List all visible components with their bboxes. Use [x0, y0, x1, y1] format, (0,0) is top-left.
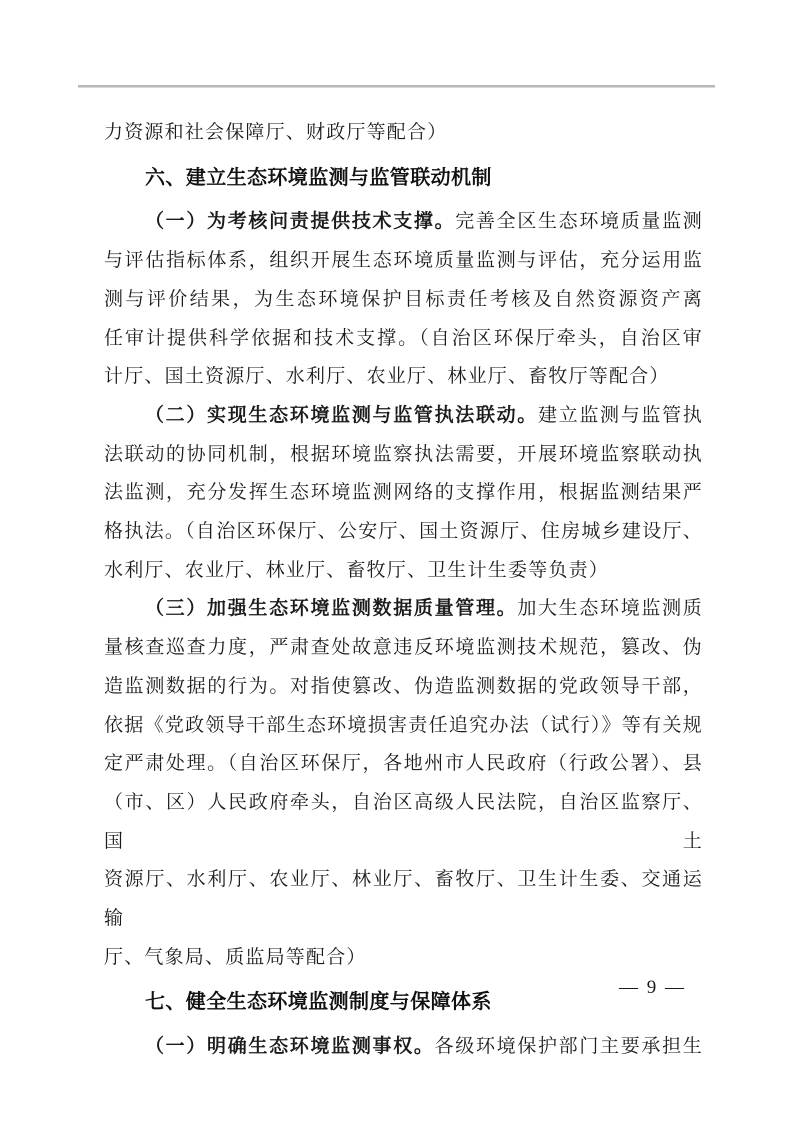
body-text: 建立监测与监管执 [538, 404, 703, 426]
text-line [104, 861, 703, 938]
paragraph [104, 590, 703, 977]
text-line [104, 436, 703, 475]
text-line [104, 474, 703, 513]
page-number: — 9 — [619, 977, 686, 998]
text-line [104, 552, 703, 591]
text-line [104, 707, 703, 746]
body-text: 资源厅、水利厅、农业厅、林业厅、畜牧厅、卫生计生委、交通运输 [104, 869, 703, 930]
section-heading: 七、健全生态环境监测制度与保障体系 [145, 991, 492, 1014]
paragraph [104, 397, 703, 591]
section-heading: 六、建立生态环境监测与监管联动机制 [145, 166, 492, 189]
body-text: 依据《党政领导干部生态环境损害责任追究办法（试行）》等有关规 [104, 714, 703, 736]
body-text: 任审计提供科学依据和技术支撑。（自治区环保厅牵头，自治区审 [104, 327, 703, 349]
text-line [104, 513, 703, 552]
text-line [104, 590, 703, 629]
text-line [104, 784, 703, 861]
paragraph-lead-text: （二）实现生态环境监测与监管执法联动。 [145, 404, 538, 426]
text-line [104, 242, 703, 281]
header-rule [78, 85, 715, 88]
text-line [104, 203, 703, 242]
text-line [104, 358, 703, 397]
paragraph [104, 1028, 703, 1067]
paragraph-lead-text: （一）为考核问责提供技术支撑。 [145, 211, 456, 233]
text-line [104, 281, 703, 320]
body-text: 与评估指标体系，组织开展生态环境质量监测与评估，充分运用监 [104, 250, 703, 272]
text-line [104, 668, 703, 707]
text-line [104, 939, 703, 978]
body-text: 法监测，充分发挥生态环境监测网络的支撑作用，根据监测结果严 [104, 482, 703, 504]
body-text: （市、区）人民政府牵头，自治区高级人民法院，自治区监察厅、国土 [104, 791, 703, 852]
body-text: 量核查巡查力度，严肃查处故意违反环境监测技术规范，篡改、伪 [104, 637, 703, 659]
body-text: 加大生态环境监测质 [517, 598, 703, 620]
text-line [104, 320, 703, 359]
paragraph [104, 203, 703, 397]
paragraph [104, 114, 703, 153]
text-line [104, 114, 703, 153]
body-text: 测与评价结果，为生态环境保护目标责任考核及自然资源资产离 [104, 288, 703, 310]
body-text: 法联动的协同机制，根据环境监察执法需要，开展环境监察联动执 [104, 443, 703, 465]
body-text: 完善全区生态环境质量监测 [455, 211, 703, 233]
body-text: 各级环境保护部门主要承担生 [434, 1036, 703, 1058]
paragraph-lead-text: （一）明确生态环境监测事权。 [145, 1036, 435, 1058]
body-text: 计厅、国土资源厅、水利厅、农业厅、林业厅、畜牧厅等配合） [104, 366, 670, 388]
text-line [104, 629, 703, 668]
body-text: 力资源和社会保障厅、财政厅等配合） [104, 122, 448, 143]
body-text: 水利厅、农业厅、林业厅、畜牧厅、卫生计生委等负责） [104, 559, 610, 581]
text-line [104, 397, 703, 436]
text-line [104, 1028, 703, 1067]
text-line [104, 745, 703, 784]
body-text: 造监测数据的行为。对指使篡改、伪造监测数据的党政领导干部， [104, 675, 703, 697]
body-text: 厅、气象局、质监局等配合） [104, 946, 367, 968]
document-body [104, 114, 703, 1067]
body-text: 格执法。（自治区环保厅、公安厅、国土资源厅、住房城乡建设厅、 [104, 521, 703, 543]
body-text: 定严肃处理。（自治区环保厅，各地州市人民政府（行政公署）、县 [104, 753, 703, 775]
paragraph-lead-text: （三）加强生态环境监测数据质量管理。 [145, 598, 518, 620]
